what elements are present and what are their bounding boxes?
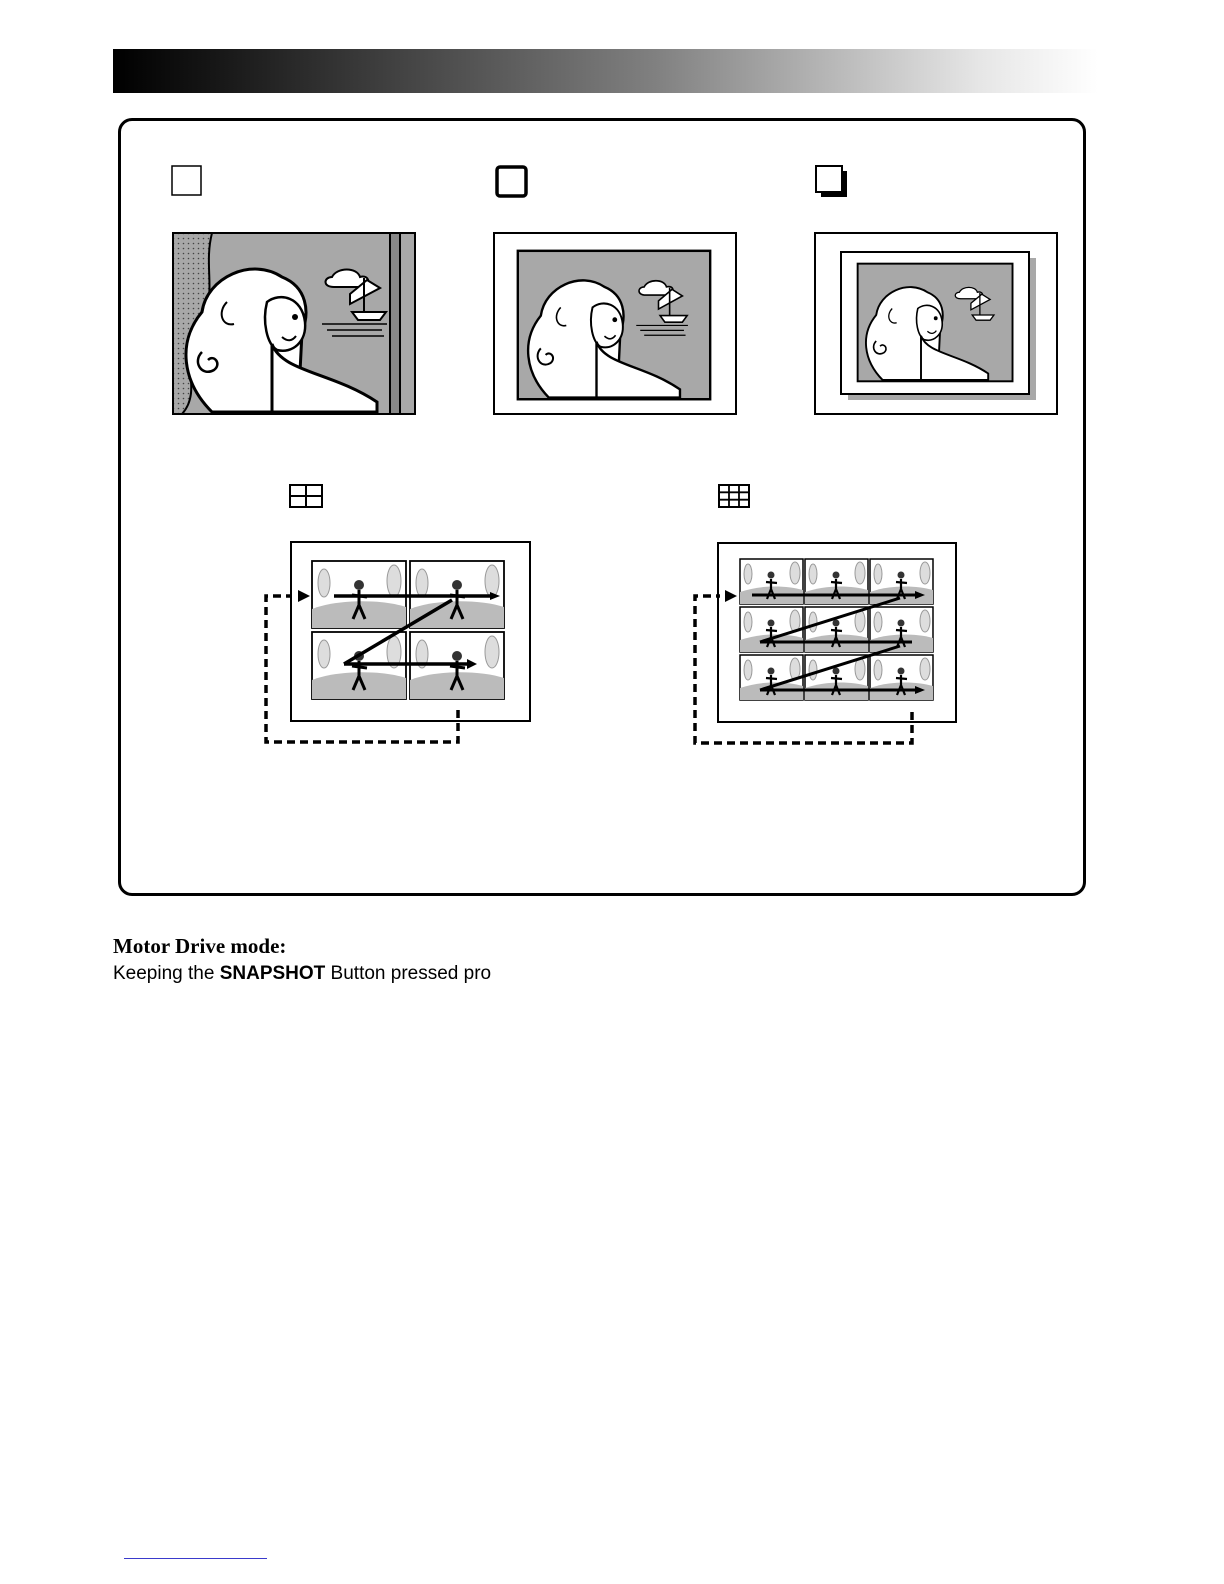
- full-frame-illustration: [172, 232, 416, 415]
- snapshot-button-label: SNAPSHOT: [219, 963, 326, 984]
- body-text-prefix: Keeping the: [113, 963, 220, 984]
- multi-4-illustration: [262, 540, 534, 750]
- footer-rule: [124, 1558, 267, 1559]
- pin-up-mode-illustration: [814, 232, 1058, 415]
- section-header-bar: [113, 49, 1098, 93]
- body-text-suffix: Button pressed pro: [325, 963, 492, 984]
- frame-mode-illustration: [493, 232, 737, 415]
- multi-9-icon: [718, 484, 752, 510]
- full-frame-icon: [171, 165, 203, 197]
- multi-4-icon: [289, 484, 325, 510]
- multi-9-illustration: [690, 540, 962, 750]
- frame-mode-icon: [495, 165, 529, 199]
- motor-drive-heading: Motor Drive mode:: [113, 934, 287, 958]
- pin-up-mode-icon: [815, 165, 851, 201]
- motor-drive-body: [113, 963, 491, 985]
